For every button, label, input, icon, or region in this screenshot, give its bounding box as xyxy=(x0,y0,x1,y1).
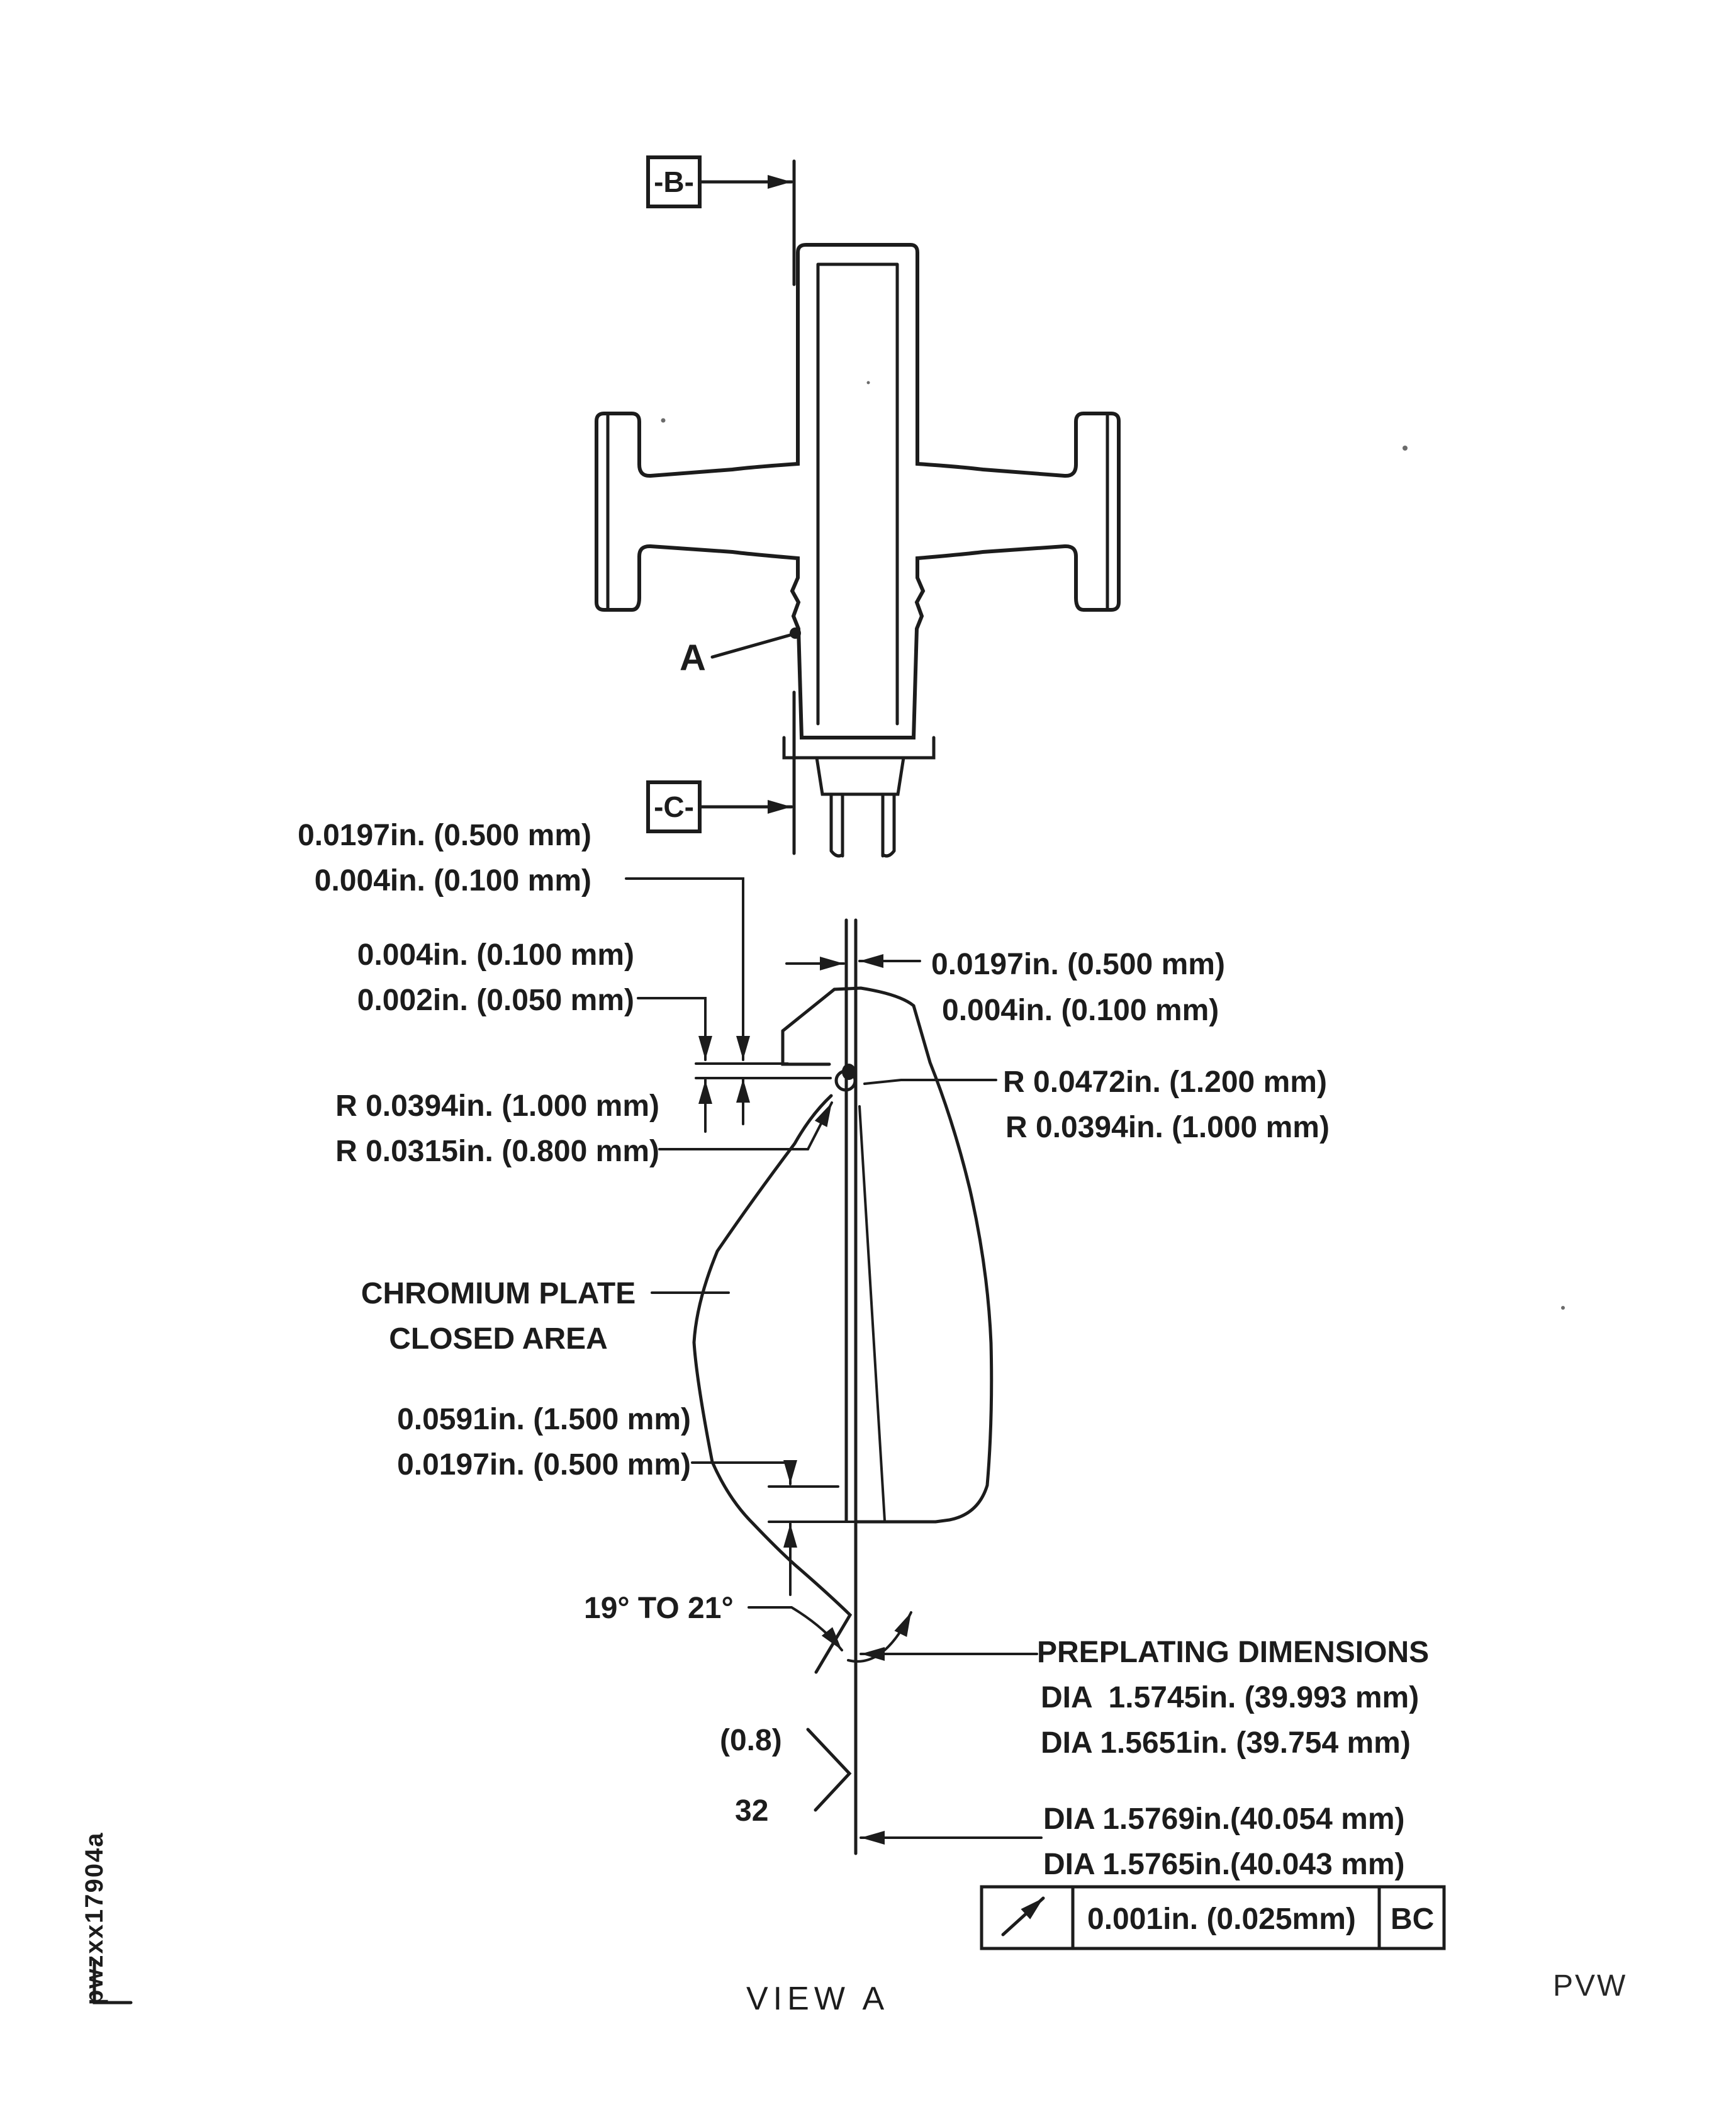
view-caption: VIEW A xyxy=(746,1981,890,2017)
part-bottom-flange xyxy=(784,738,934,758)
mid-left-dim-leader xyxy=(638,998,705,1060)
mid-left-dim-line2: 0.002in. (0.050 mm) xyxy=(357,984,634,1017)
mid-left-dim-line1: 0.004in. (0.100 mm) xyxy=(357,938,634,972)
undercut-dim-line1: 0.0591in. (1.500 mm) xyxy=(397,1403,691,1436)
chromium-note-line2: CLOSED AREA xyxy=(389,1322,608,1356)
runout-symbol-icon xyxy=(1003,1898,1043,1935)
plated-dia-max: DIA 1.5769in.(40.054 mm) xyxy=(1043,1802,1405,1836)
top-right-dim-line1: 0.0197in. (0.500 mm) xyxy=(931,948,1225,981)
part-outline xyxy=(596,245,1119,738)
surface-finish-icon xyxy=(808,1729,849,1810)
preplating-dia-min: DIA 1.5651in. (39.754 mm) xyxy=(1041,1726,1411,1760)
corner-ink-blob xyxy=(842,1064,856,1080)
datum-b-label: -B- xyxy=(654,166,694,198)
top-right-dim-line2: 0.004in. (0.100 mm) xyxy=(942,994,1219,1027)
detail-a-dot xyxy=(790,627,801,639)
top-left-dim-line2: 0.004in. (0.100 mm) xyxy=(314,864,591,897)
detail-a-label: A xyxy=(680,638,706,678)
preplating-title: PREPLATING DIMENSIONS xyxy=(1037,1636,1430,1669)
doc-code: pwzxx17904a xyxy=(81,1831,108,2005)
chromium-note-line1: CHROMIUM PLATE xyxy=(361,1277,636,1310)
part-bottom-block xyxy=(817,758,904,794)
top-left-dim-leader xyxy=(626,879,743,1060)
part-inner-walls xyxy=(818,264,897,724)
upper-view-linework xyxy=(596,157,1119,856)
right-radius-line1: R 0.0472in. (1.200 mm) xyxy=(1003,1065,1327,1099)
right-radius-leader xyxy=(865,1080,996,1084)
brand-mark: PVW xyxy=(1553,1969,1628,2003)
surface-finish-grade: 32 xyxy=(735,1794,769,1828)
section-outline-right xyxy=(783,988,992,1522)
section-cap-left-edge xyxy=(783,1031,829,1064)
scan-specks xyxy=(661,381,1565,1310)
top-left-dim-line1: 0.0197in. (0.500 mm) xyxy=(298,819,591,852)
undercut-dim-line2: 0.0197in. (0.500 mm) xyxy=(397,1448,691,1481)
right-radius-line2: R 0.0394in. (1.000 mm) xyxy=(1005,1111,1330,1144)
datum-c-label: -C- xyxy=(654,790,694,823)
part-stem xyxy=(831,794,894,856)
surface-finish-value: (0.8) xyxy=(720,1724,782,1757)
preplating-dia-max: DIA 1.5745in. (39.993 mm) xyxy=(1041,1681,1420,1714)
plated-dia-min: DIA 1.5765in.(40.043 mm) xyxy=(1043,1848,1405,1881)
tolerance-frame-value: 0.001in. (0.025mm) xyxy=(1087,1903,1356,1936)
taper-angle-label: 19° TO 21° xyxy=(584,1592,734,1625)
undercut-dim-leader xyxy=(692,1463,790,1484)
flange-face-lines xyxy=(608,415,1107,608)
preplate-taper-line xyxy=(860,1106,885,1521)
left-radius-line1: R 0.0394in. (1.000 mm) xyxy=(335,1089,659,1123)
left-radius-line2: R 0.0315in. (0.800 mm) xyxy=(335,1135,659,1168)
detail-a-leader xyxy=(712,635,790,657)
angle-leader xyxy=(749,1607,842,1650)
tolerance-frame-datum: BC xyxy=(1391,1903,1435,1936)
section-outline-left xyxy=(694,1096,850,1672)
